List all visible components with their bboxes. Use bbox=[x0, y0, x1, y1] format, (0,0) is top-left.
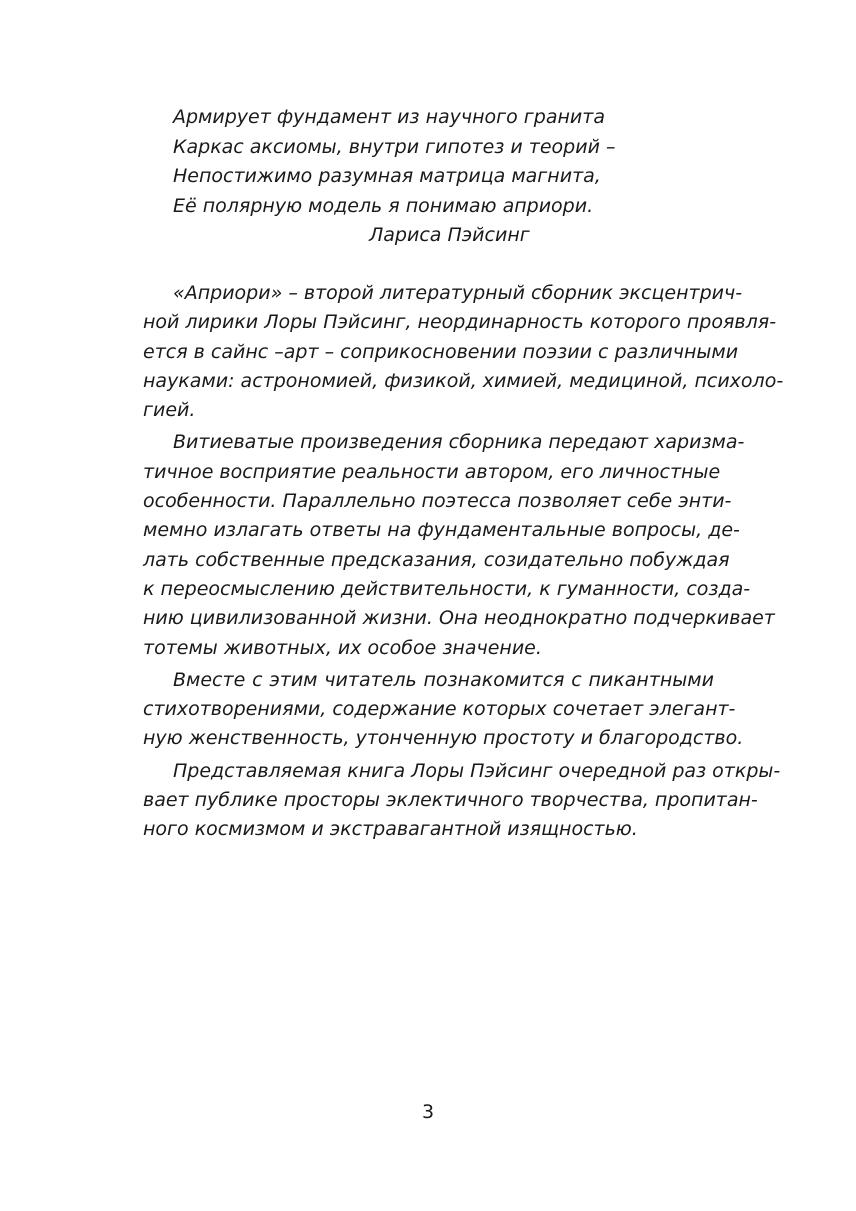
text-line: мемно излагать ответы на фундаментальные вопросы, де- bbox=[143, 519, 740, 542]
paragraph-reader bbox=[143, 666, 744, 754]
text-line: «Априори» – второй литературный сборник эксцентрич- bbox=[173, 282, 743, 304]
epigraph-line: Каркас аксиомы, внутри гипотез и теорий – bbox=[173, 135, 616, 158]
text-line: нию цивилизованной жизни. Она неоднократно подчеркивает bbox=[143, 607, 775, 630]
page-number: 3 bbox=[421, 1101, 435, 1123]
text-line: гией. bbox=[143, 399, 196, 422]
text-line: Вместе с этим читатель познакомится с пикантными bbox=[173, 668, 714, 691]
text-line: тотемы животных, их особое значение. bbox=[143, 636, 542, 659]
paragraph-book bbox=[143, 757, 781, 845]
epigraph-line: Армирует фундамент из научного гранита bbox=[173, 106, 605, 128]
epigraph bbox=[173, 103, 733, 251]
epigraph-author: Лариса Пэйсинг bbox=[369, 224, 530, 246]
paragraph-intro bbox=[143, 279, 784, 425]
text-line: лать собственные предсказания, созидательно побуждая bbox=[143, 548, 730, 571]
text-line: ную женственность, утонченную простоту и благородство. bbox=[143, 727, 744, 750]
epigraph-line: Её полярную модель я понимаю априори. bbox=[173, 194, 594, 217]
text-line: стихотворениями, содержание которых сочетает элегант- bbox=[143, 698, 736, 721]
text-line: вает публике просторы эклектичного творчества, пропитан- bbox=[143, 789, 758, 812]
body-text bbox=[143, 279, 784, 848]
text-line: ного космизмом и экстравагантной изящностью. bbox=[143, 818, 638, 841]
paragraph-works bbox=[143, 428, 775, 662]
text-line: Витиеватые произведения сборника передают харизма- bbox=[173, 431, 745, 454]
text-line: ется в сайнс –арт – соприкосновении поэзии с различными bbox=[143, 340, 739, 363]
epigraph-line: Непостижимо разумная матрица магнита, bbox=[173, 165, 601, 187]
text-line: тичное восприятие реальности автором, его личностные bbox=[143, 460, 721, 483]
text-line: науками: астрономией, физикой, химией, медициной, психоло- bbox=[143, 369, 784, 392]
text-line: Представляемая книга Лоры Пэйсинг очередной раз откры- bbox=[173, 759, 781, 782]
text-line: особенности. Параллельно поэтесса позволяет себе энти- bbox=[143, 490, 732, 513]
text-line: к переосмыслению действительности, к гуманности, созда- bbox=[143, 577, 751, 600]
text-line: ной лирики Лоры Пэйсинг, неординарность которого проявля- bbox=[143, 311, 777, 334]
